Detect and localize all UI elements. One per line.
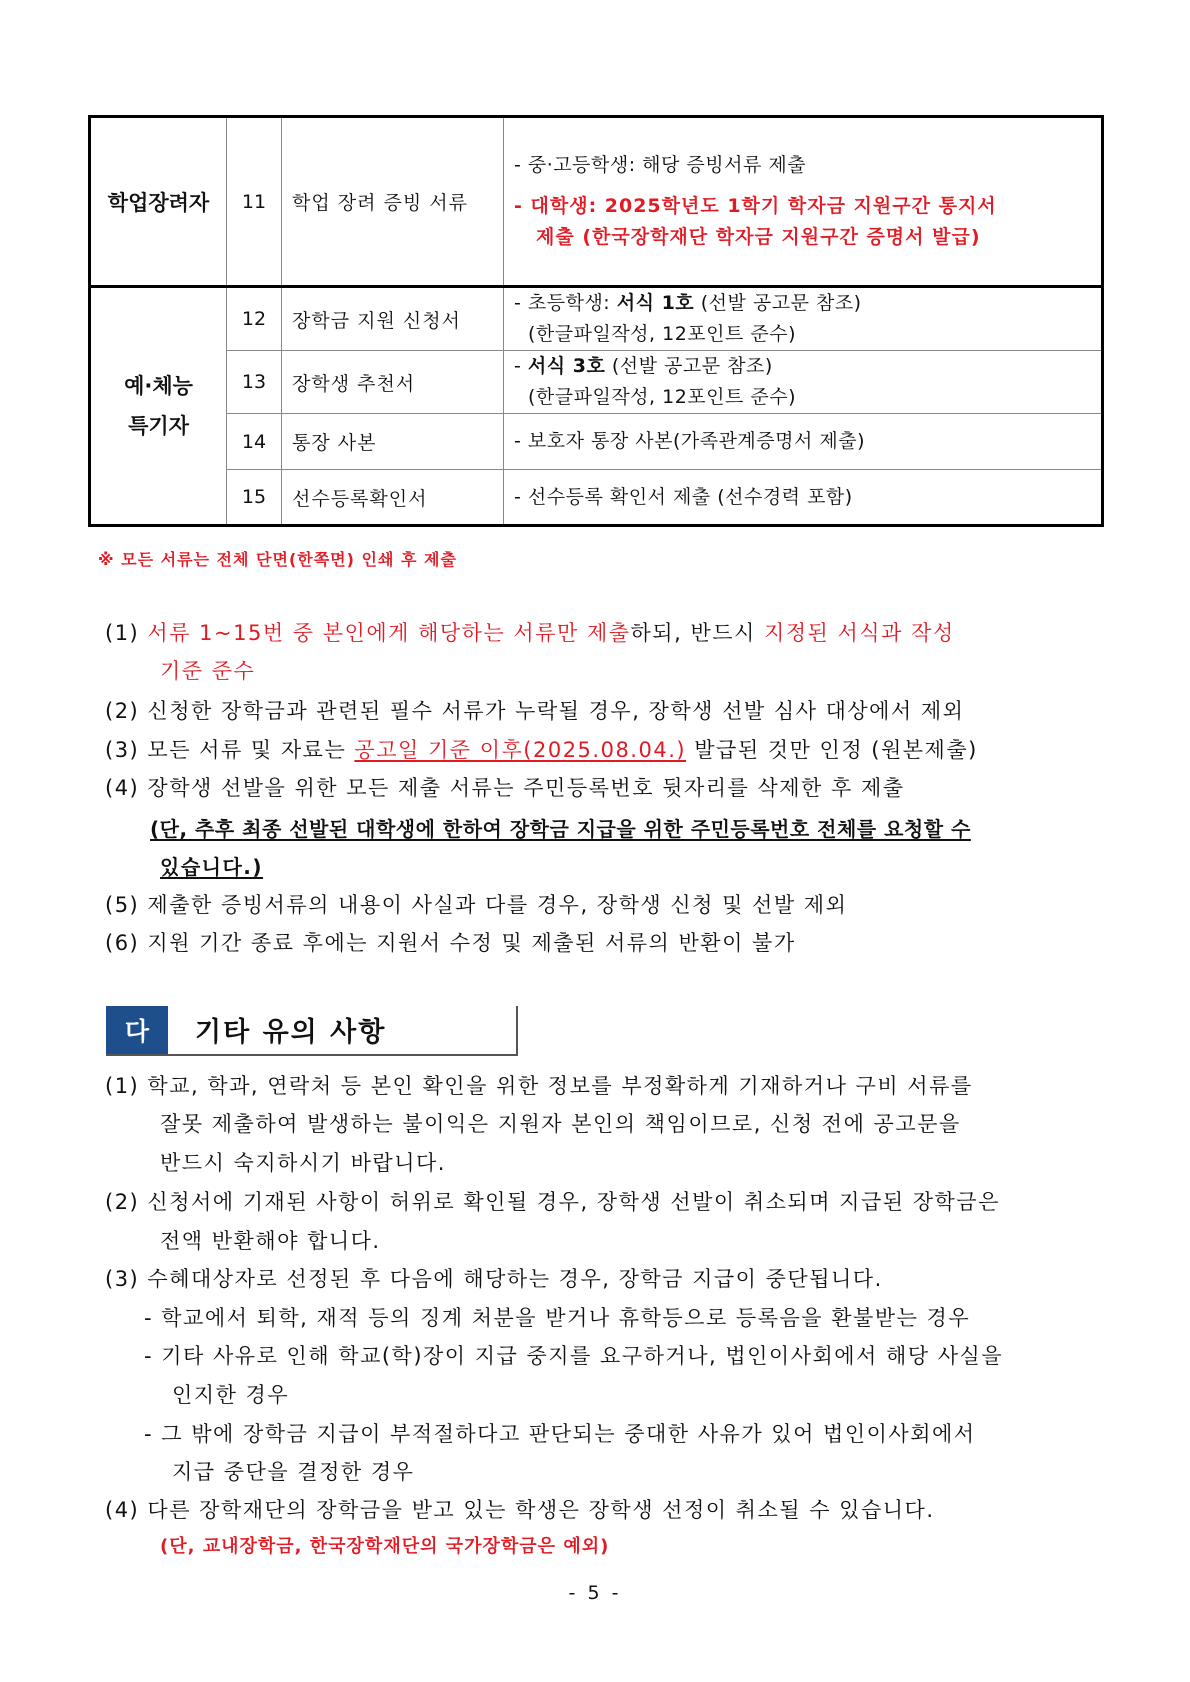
note-3-item: - 그 밖에 장학금 지급이 부적절하다고 판단되는 중대한 사유가 있어 법인이사회에서 [144,1422,976,1446]
rule-text: 발급된 것만 인정 (원본제출) [686,738,978,762]
desc-prefix: - 초등학생: [514,292,617,314]
row-number: 12 [227,287,282,351]
note-1: (1) 학교, 학과, 연락처 등 본인 확인을 위한 정보를 부정확하게 기재하거나 구비 서류를 [105,1074,973,1098]
rule-1-continuation: 기준 준수 [160,659,256,683]
desc-line: (한글파일작성, 12포인트 준수) [528,386,797,408]
category-line: 예·체능 [124,374,193,398]
document-description: - 선수등록 확인서 제출 (선수경력 포함) [504,470,1103,526]
note-1-continuation: 반드시 숙지하시기 바랍니다. [160,1151,446,1175]
note-3-item: - 기타 사유로 인해 학교(학)장이 지급 중지를 요구하거나, 법인이사회에서 해당 사실을 [144,1344,1004,1368]
note-4: (4) 다른 장학재단의 장학금을 받고 있는 학생은 장학생 선정이 취소될 수 있습니다. [105,1498,935,1522]
rule-5: (5) 제출한 증빙서류의 내용이 사실과 다를 경우, 장학생 신청 및 선발 제외 [105,893,848,917]
desc-line: (한글파일작성, 12포인트 준수) [528,323,797,345]
note-3-item-continuation: 인지한 경우 [172,1383,290,1407]
form-number: 서식 1호 [616,292,695,314]
desc-line: - 대학생: 2025학년도 1학기 학자금 지원구간 통지서 [514,195,997,217]
row-number: 15 [227,470,282,526]
note-3-item-continuation: 지급 중단을 결정한 경우 [172,1460,415,1484]
category-cell: 학업장려자 [90,117,227,287]
note-2-continuation: 전액 반환해야 합니다. [160,1229,381,1253]
category-line: 특기자 [128,414,189,438]
rule-text: (3) 모든 서류 및 자료는 [105,738,355,762]
rule-2: (2) 신청한 장학금과 관련된 필수 서류가 누락될 경우, 장학생 선발 심사 대상에서 제외 [105,699,965,723]
table-row [90,287,1103,351]
desc-suffix: (선발 공고문 참조) [605,355,773,377]
row-number: 11 [227,117,282,287]
section-marker: 다 [106,1006,168,1054]
document-description: - 보호자 통장 사본(가족관계증명서 제출) [504,414,1103,470]
row-number: 14 [227,414,282,470]
rule-highlight: 지정된 서식과 작성 [763,621,955,645]
page-number: - 5 - [568,1582,622,1604]
row-number: 13 [227,351,282,414]
rule-3 [105,734,1110,764]
rule-text: 하되, 반드시 [630,621,764,645]
desc-prefix: - [514,355,528,377]
documents-table [88,115,1104,527]
note-2: (2) 신청서에 기재된 사항이 허위로 확인될 경우, 장학생 선발이 취소되며 지급된 장학금은 [105,1190,1000,1214]
table-row [90,117,1103,287]
section-rule [516,1006,518,1056]
document-description [504,287,1103,351]
note-3: (3) 수혜대상자로 선정된 후 다음에 해당하는 경우, 장학금 지급이 중단됩니다. [105,1267,883,1291]
rule-4-note-continuation: 있습니다.) [160,855,264,879]
document-name: 장학금 지원 신청서 [282,287,504,351]
print-note: ※ 모든 서류는 전체 단면(한쪽면) 인쇄 후 제출 [98,550,457,569]
document-name: 학업 장려 증빙 서류 [282,117,504,287]
desc-line: 제출 (한국장학재단 학자금 지원구간 증명서 발급) [536,226,981,248]
rule-1 [105,617,1110,647]
note-3-item: - 학교에서 퇴학, 재적 등의 징계 처분을 받거나 휴학등으로 등록음을 환불받는 경우 [144,1306,971,1330]
rule-6: (6) 지원 기간 종료 후에는 지원서 수정 및 제출된 서류의 반환이 불가 [105,931,796,955]
section-underline [106,1054,518,1056]
rule-highlight: 공고일 기준 이후(2025.08.04.) [354,738,687,762]
rule-number: (1) [105,621,148,645]
document-name: 선수등록확인서 [282,470,504,526]
document-name: 통장 사본 [282,414,504,470]
document-description [504,117,1103,287]
rule-4: (4) 장학생 선발을 위한 모든 제출 서류는 주민등록번호 뒷자리를 삭제한 후 제출 [105,776,905,800]
table-row [90,351,1103,414]
section-title: 기타 유의 사항 [195,1017,387,1048]
desc-line: - 중·고등학생: 해당 증빙서류 제출 [514,154,807,176]
desc-suffix: (선발 공고문 참조) [694,292,862,314]
table-row [90,470,1103,526]
note-4-exception: (단, 교내장학금, 한국장학재단의 국가장학금은 예외) [160,1536,610,1557]
document-name: 장학생 추천서 [282,351,504,414]
document-description [504,351,1103,414]
table-row [90,414,1103,470]
note-1-continuation: 잘못 제출하여 발생하는 불이익은 지원자 본인의 책임이므로, 신청 전에 공고문을 [160,1112,961,1136]
category-cell [90,287,227,526]
rule-4-note: (단, 추후 최종 선발된 대학생에 한하여 장학금 지급을 위한 주민등록번호 전체를 요청할 수 [150,817,971,841]
rule-highlight: 서류 1~15번 중 본인에게 해당하는 서류만 제출 [147,621,631,645]
form-number: 서식 3호 [527,355,606,377]
